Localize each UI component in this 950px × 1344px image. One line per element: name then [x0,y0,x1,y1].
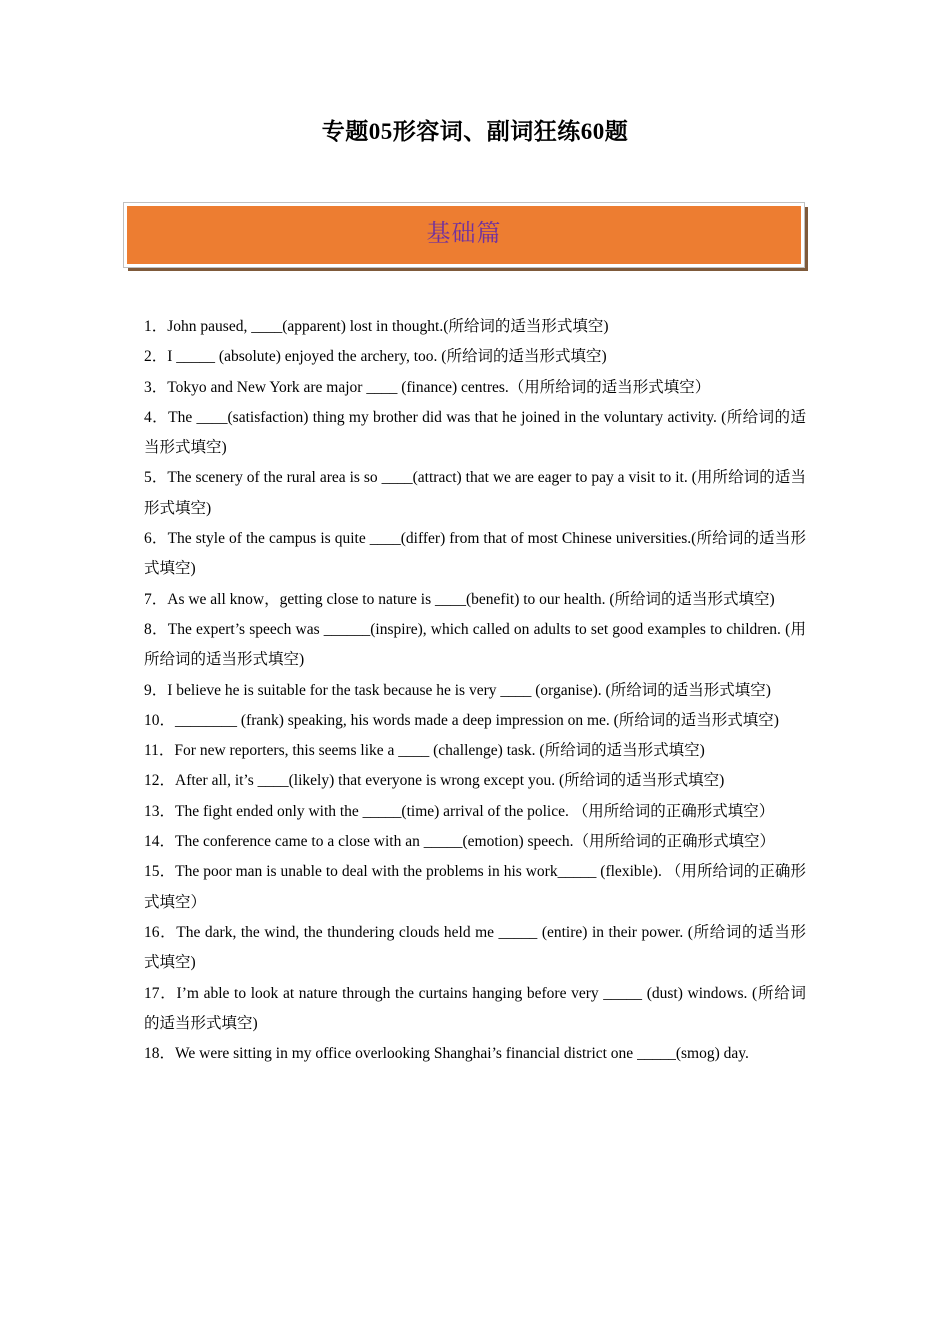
question-item: 14．The conference came to a close with an _____(emotion) speech.（用所给词的正确形式填空） [144,833,776,851]
question-item: 1．John paused, ____(apparent) lost in thought.(所给词的适当形式填空) [144,318,609,335]
question-item: 15．The poor man is unable to deal with the problems in his work_____ (flexible). （用所给词的正确形式填空） [144,863,806,911]
question-item: 7．As we all know，getting close to nature is ____(benefit) to our health. (所给词的适当形式填空) [144,590,775,608]
question-item: 8．The expert’s speech was ______(inspire), which called on adults to set good examples to children. (用所给词的适当形式填空) [144,620,806,669]
question-item: 3．Tokyo and New York are major ____ (finance) centres.（用所给词的适当形式填空） [144,378,711,396]
question-item: 4．The ____(satisfaction) thing my brother did was that he joined in the voluntary activity. (所给词的适当形式填空) [144,408,806,457]
question-item: 6．The style of the campus is quite ____(differ) from that of most Chinese universities.(所给词的适当形式填空) [144,530,806,578]
question-item: 2．I _____ (absolute) enjoyed the archery, too. (所给词的适当形式填空) [144,348,607,366]
question-item: 16．The dark, the wind, the thundering clouds held me _____ (entire) in their power. (所给词的适当形式填空) [144,923,806,972]
page-title: 专题05形容词、副词狂练60题 [321,119,629,144]
question-item: 5．The scenery of the rural area is so ____(attract) that we are eager to pay a visit to it. (用所给词的适当形式填空) [144,469,806,517]
question-item: 17．I’m able to look at nature through the curtains hanging before very _____ (dust) windows. (所给词的适当形式填空) [144,984,806,1032]
section-banner [124,203,804,267]
question-list [144,312,806,1069]
question-item: 13．The fight ended only with the _____(time) arrival of the police. （用所给词的正确形式填空） [144,802,775,820]
question-item: 12．After all, it’s ____(likely) that everyone is wrong except you. (所给词的适当形式填空) [144,772,725,790]
question-item: 11．For new reporters, this seems like a ____ (challenge) task. (所给词的适当形式填空) [144,742,705,760]
section-title: 基础篇 [426,218,502,247]
question-item: 9．I believe he is suitable for the task because he is very ____ (organise). (所给词的适当形式填空) [144,681,771,699]
question-item: 18．We were sitting in my office overlooking Shanghai’s financial district one _____(smog) day. [144,1045,749,1063]
question-item: 10．________ (frank) speaking, his words made a deep impression on me. (所给词的适当形式填空) [144,711,779,729]
